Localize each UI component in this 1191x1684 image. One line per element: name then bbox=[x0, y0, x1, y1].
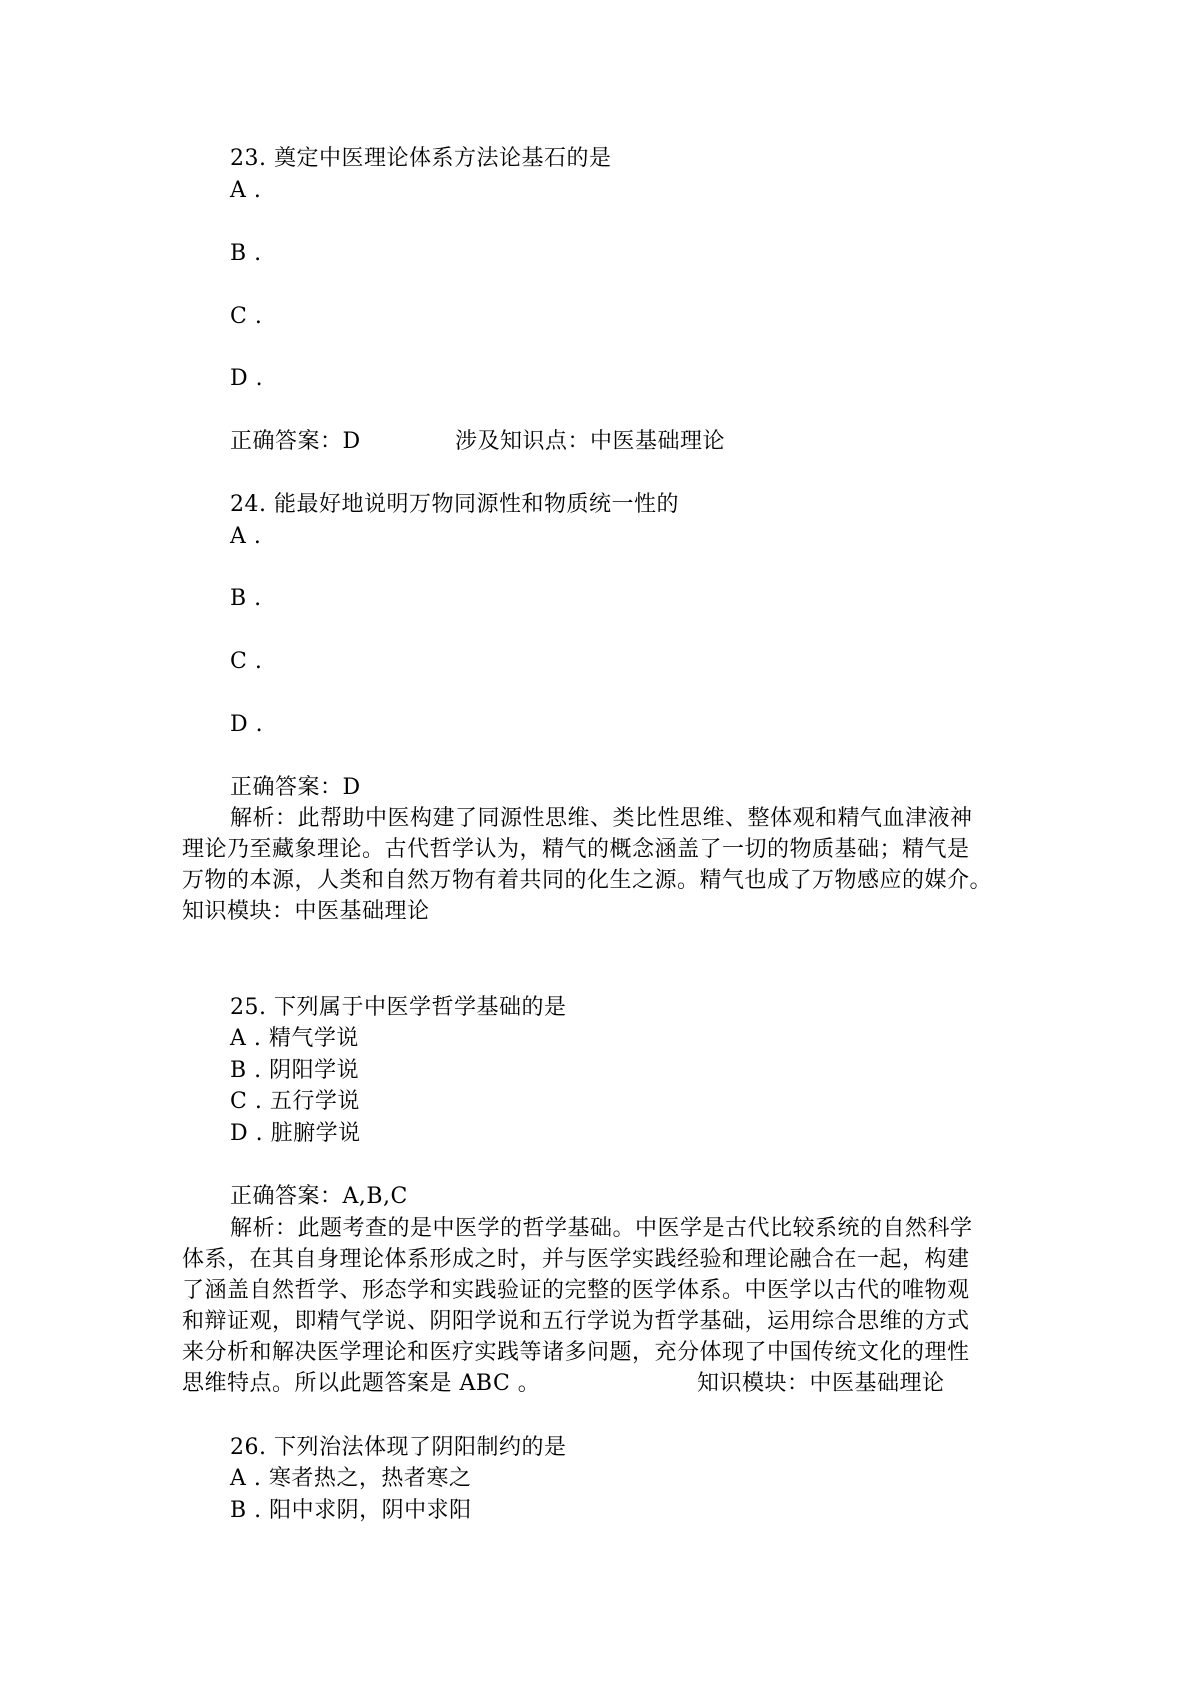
q25-analysis-line: 解析：此题考查的是中医学的哲学基础。中医学是古代比较系统的自然科学 bbox=[230, 1216, 973, 1241]
q23-option-b: B . bbox=[230, 241, 262, 266]
q24-option-a: A . bbox=[230, 524, 262, 549]
q25-analysis-line: 和辩证观，即精气学说、阴阳学说和五行学说为哲学基础，运用综合思维的方式 bbox=[182, 1309, 970, 1334]
q24-knowledge: 知识模块：中医基础理论 bbox=[182, 899, 430, 924]
q25-analysis-line: 了涵盖自然哲学、形态学和实践验证的完整的医学体系。中医学以古代的唯物观 bbox=[182, 1278, 970, 1303]
q24-option-b: B . bbox=[230, 586, 262, 611]
q23-option-d: D . bbox=[230, 366, 264, 391]
q25-answer: 正确答案：A,B,C bbox=[230, 1184, 408, 1209]
q23-option-a: A . bbox=[230, 178, 262, 203]
question-23: 23. 奠定中医理论体系方法论基石的是 bbox=[230, 146, 612, 171]
q23-answer: 正确答案：D bbox=[230, 429, 361, 454]
q25-option-a: A . 精气学说 bbox=[230, 1026, 359, 1051]
q25-option-b: B . 阴阳学说 bbox=[230, 1058, 360, 1083]
q25-option-c: C . 五行学说 bbox=[230, 1089, 360, 1114]
q23-knowledge: 涉及知识点：中医基础理论 bbox=[455, 429, 726, 454]
q24-analysis-line: 万物的本源，人类和自然万物有着共同的化生之源。精气也成了万物感应的媒介。 bbox=[182, 868, 993, 893]
q25-analysis-line: 体系，在其自身理论体系形成之时，并与医学实践经验和理论融合在一起，构建 bbox=[182, 1247, 970, 1272]
q24-option-d: D . bbox=[230, 712, 264, 737]
q24-answer: 正确答案：D bbox=[230, 775, 361, 800]
q25-analysis-line: 思维特点。所以此题答案是 ABC 。 bbox=[182, 1371, 541, 1396]
q23-option-c: C . bbox=[230, 304, 263, 329]
q25-knowledge: 知识模块：中医基础理论 bbox=[697, 1371, 945, 1396]
question-26: 26. 下列治法体现了阴阳制约的是 bbox=[230, 1435, 567, 1460]
q26-option-b: B . 阳中求阴，阴中求阳 bbox=[230, 1498, 472, 1523]
q24-option-c: C . bbox=[230, 649, 263, 674]
q25-analysis-line: 来分析和解决医学理论和医疗实践等诸多问题，充分体现了中国传统文化的理性 bbox=[182, 1340, 970, 1365]
question-25: 25. 下列属于中医学哲学基础的是 bbox=[230, 995, 567, 1020]
question-24: 24. 能最好地说明万物同源性和物质统一性的 bbox=[230, 492, 679, 517]
q24-analysis-line: 理论乃至藏象理论。古代哲学认为，精气的概念涵盖了一切的物质基础；精气是 bbox=[182, 837, 970, 862]
q25-option-d: D . 脏腑学说 bbox=[230, 1121, 361, 1146]
q26-option-a: A . 寒者热之，热者寒之 bbox=[230, 1466, 472, 1491]
q24-analysis-line: 解析：此帮助中医构建了同源性思维、类比性思维、整体观和精气血津液神 bbox=[230, 806, 973, 831]
